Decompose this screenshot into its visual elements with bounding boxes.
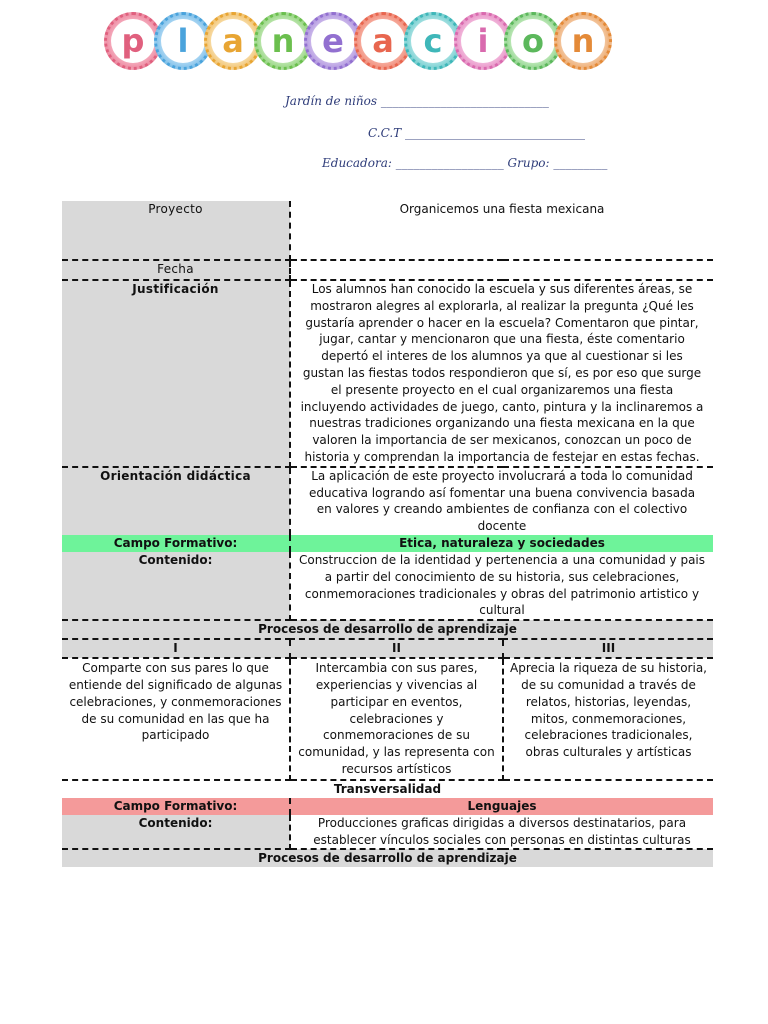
row-columns-values [62,658,713,780]
row-contenido-1 [62,552,713,620]
planeacion-logo [104,12,614,70]
row-transversalidad [62,780,713,798]
logo-letter-glyph: l [161,19,205,63]
cct-line: C.C.T ______________________________ [368,126,585,140]
proyecto-label: Proyecto [62,201,290,260]
proyecto-title: Organicemos una fiesta mexicana [290,201,713,260]
campo-formativo-value-2: Lenguajes [290,798,713,815]
contenido-label-1: Contenido: [62,552,290,620]
logo-letter-glyph: a [211,19,255,63]
justificacion-label: Justificación [62,280,290,467]
logo-letter-glyph: n [261,19,305,63]
row-fecha [62,260,713,280]
contenido-text-1: Construccion de la identidad y pertenencia a una comunidad y pais a partir del conocimiento de su historia, sus celebraciones, conmemoraciones tradicionales y obras del patrimonio artistico y cultural [290,552,713,620]
row-campo-2 [62,798,713,815]
row-contenido-2 [62,815,713,850]
column-header-iii: III [503,639,713,658]
fecha-label: Fecha [62,260,290,280]
campo-formativo-label-1: Campo Formativo: [62,535,290,552]
orientacion-text: La aplicación de este proyecto involucrará a toda lo comunidad educativa logrando así fomentar una buena convivencia basada en valores y creando ambientes de confianza con el colectivo docente [308,468,696,534]
logo-letter-glyph: i [461,19,505,63]
justificacion-text: Los alumnos han conocido la escuela y sus diferentes áreas, se mostraron alegres al explorarla, al realizar la pregunta ¿Qué les gustaría aprender o hacer en la escuela? Comentaron que pintar, jugar, cantar y mencionaron que una fiesta, éste comentario depertó el interes de los alumnos ya que al cuestionar si les gustan las fiestas todos respondieron que sí, es por eso que surge el presente proyecto en el cual organizaremos una fiesta incluyendo actividades de juego, canto, pintura y la inclinaremos a nuestras tradiciones organizando una fiesta mexicana en la que valoren la importancia de ser mexicanos, conozcan un poco de historia y comprendan la importancia de festejar en estas fechas. [290,280,713,467]
teacher-group-line: Educadora: __________________ Grupo: _________ [322,156,608,170]
logo-letter-glyph: p [111,19,155,63]
row-orientacion [62,467,713,535]
row-proyecto [62,201,713,260]
campo-formativo-value-1: Etica, naturaleza y sociedades [290,535,713,552]
logo-letter-n [554,12,612,70]
logo-letter-glyph: e [311,19,355,63]
school-line: Jardín de niños ____________________________ [285,94,549,108]
column-text-i: Comparte con sus pares lo que entiende del significado de algunas celebraciones, y conmemoraciones de su comunidad en las que ha participado [62,658,290,780]
contenido-text-2: Producciones graficas dirigidas a diversos destinatarios, para establecer vínculos sociales con personas en distintas culturas [290,815,713,850]
transversalidad-label: Transversalidad [333,781,442,796]
column-text-ii: Intercambia con sus pares, experiencias y vivencias al participar en eventos, celebraciones y conmemoraciones de su comunidad, y las representa con recursos artísticos [290,658,503,780]
fecha-value [290,260,713,280]
row-campo-1 [62,535,713,552]
contenido-label-2: Contenido: [62,815,290,850]
row-procesos-2 [62,849,713,867]
procesos-label-1: Procesos de desarrollo de aprendizaje [62,620,713,639]
logo-letter-glyph: a [361,19,405,63]
logo-letter-glyph: n [561,19,605,63]
campo-formativo-label-2: Campo Formativo: [62,798,290,815]
column-header-i: I [62,639,290,658]
column-header-ii: II [290,639,503,658]
procesos-label-2: Procesos de desarrollo de aprendizaje [62,849,713,867]
row-columns-header [62,639,713,658]
row-procesos-1 [62,620,713,639]
row-justificacion [62,280,713,467]
logo-letter-glyph: c [411,19,455,63]
column-text-iii: Aprecia la riqueza de su historia, de su comunidad a través de relatos, historias, leyendas, mitos, conmemoraciones, celebraciones tradicionales, obras culturales y artísticas [503,658,713,780]
planning-table [62,201,713,867]
orientacion-label: Orientación didáctica [62,467,290,535]
logo-letter-glyph: o [511,19,555,63]
